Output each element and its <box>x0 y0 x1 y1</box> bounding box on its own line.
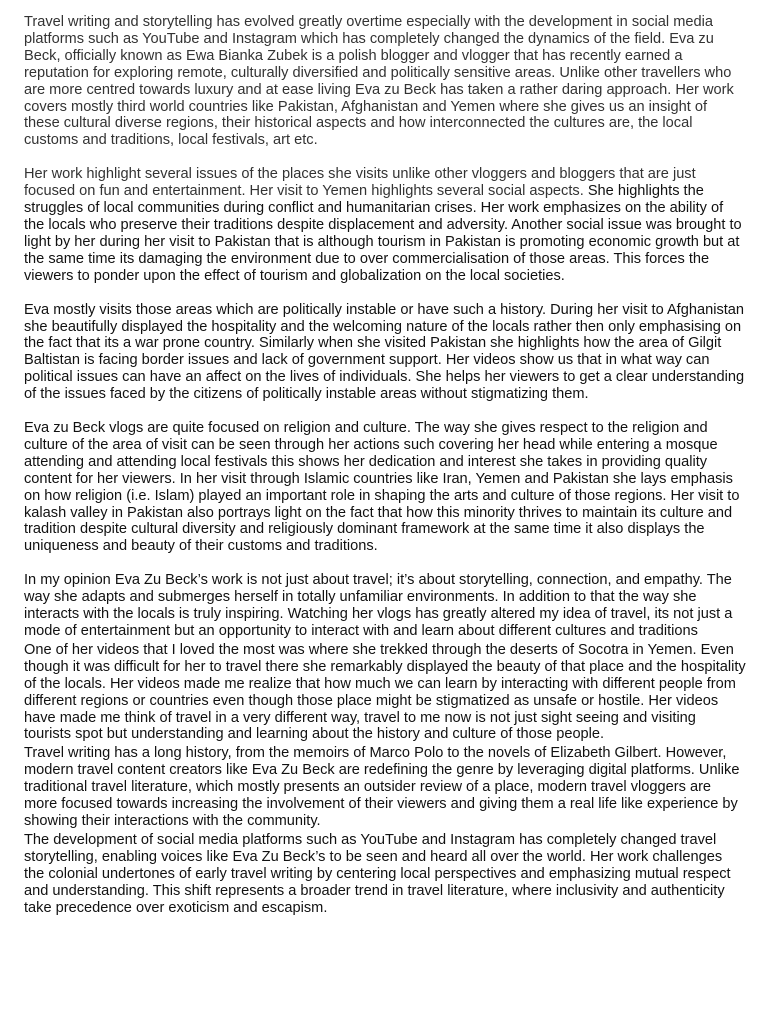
paragraph-text: One of her videos that I loved the most was where she trekked through the deserts of Socotra in Yemen. Even though it was difficult for her to travel there she remarkably displayed the beauty of that place and the hospitality of the locals. Her videos made me realize that how much we can learn by interacting with different people from different regions or countries even though those place might be stigmatized as unsafe or hostile. Her videos have made me think of travel in a very different way, travel to me now is not just sight seeing and visiting tourists spot but understanding and learning about the history and culture of those people. <box>24 641 746 743</box>
paragraph-introduction <box>24 14 746 149</box>
paragraph-conclusion <box>24 832 746 917</box>
paragraph-text: She highlights the struggles of local communities during conflict and humanitarian crises. Her work emphasizes on the ability of the locals who preserve their traditions despite displacement and adversity. Another social issue was brought to light by her during her visit to Pakistan that is although tourism in Pakistan is promoting economic growth but at the same time its damaging the environment due to over commercialisation of those areas. This forces the viewers to ponder upon the effect of tourism and globalization on the local societies. <box>24 183 742 284</box>
paragraph-political-areas <box>24 302 746 403</box>
paragraph-text: The development of social media platforms such as YouTube and Instagram has completely changed travel storytelling, enabling voices like Eva Zu Beck’s to be seen and heard all over the world. Her work challenges the colonial undertones of early travel writing by centering local perspectives and emphasizing mutual respect and understanding. This shift represents a broader trend in travel literature, where inclusivity and authenticity take precedence over exoticism and escapism. <box>24 831 731 916</box>
paragraph-text-lead: Her work highlight several issues of the places she visits unlike other vloggers and bloggers that are just focused on fun and entertainment. Her visit to Yemen highlights several social aspects. <box>24 166 696 200</box>
paragraph-religion-culture <box>24 420 746 555</box>
paragraph-opinion <box>24 572 746 640</box>
paragraph-text: Travel writing has a long history, from the memoirs of Marco Polo to the novels of Elizabeth Gilbert. However, modern travel content creators like Eva Zu Beck are redefining the genre by leveraging digital platforms. Unlike traditional travel literature, which mostly presents an outsider review of a place, modern travel vloggers are more focused towards increasing the involvement of their viewers and giving them a real life like experience by showing their interactions with the community. <box>24 745 740 829</box>
paragraph-social-issues <box>24 166 746 284</box>
paragraph-travel-writing-history <box>24 745 746 830</box>
document-page <box>24 14 746 916</box>
paragraph-text: Eva zu Beck vlogs are quite focused on religion and culture. The way she gives respect to the religion and culture of the area of visit can be seen through her actions such covering her head while entering a mosque attending and attending local festivals this shows her dedication and interest she takes in providing quality content for her viewers. In her visit through Islamic countries like Iran, Yemen and Pakistan she lays emphasis on how religion (i.e. Islam) played an important role in shaping the arts and culture of those regions. Her visit to kalash valley in Pakistan also portrays light on the fact that how this minority thrives to maintain its culture and tradition despite cultural diversity and religiously dominant framework at the same time it also displays the uniqueness and beauty of their customs and traditions. <box>24 420 740 555</box>
paragraph-text: Eva mostly visits those areas which are politically instable or have such a history. During her visit to Afghanistan she beautifully displayed the hospitality and the welcoming nature of the locals rather then only emphasising on the fact that its a war prone country. Similarly when she visited Pakistan she highlights how the area of Gilgit Baltistan is facing border issues and lack of government support. Her videos show us that in what way can political issues can have an affect on the lives of individuals. She helps her viewers to get a clear understanding of the issues faced by the citizens of politically instable areas without stigmatizing them. <box>24 301 745 403</box>
paragraph-favorite-video <box>24 642 746 743</box>
paragraph-text: In my opinion Eva Zu Beck’s work is not just about travel; it’s about storytelling, connection, and empathy. The way she adapts and submerges herself in totally unfamiliar environments. In addition to that the way she interacts with the locals is truly inspiring. Watching her vlogs has greatly altered my idea of travel, its not just a mode of entertainment but an opportunity to interact with and learn about different cultures and traditions <box>24 572 733 639</box>
paragraph-text: Travel writing and storytelling has evolved greatly overtime especially with the development in social media platforms such as YouTube and Instagram which has completely changed the dynamics of the field. Eva zu Beck, officially known as Ewa Bianka Zubek is a polish blogger and vlogger that has recently earned a reputation for exploring remote, culturally diversified and politically sensitive areas. Unlike other travellers who are more centred towards luxury and at ease living Eva zu Beck has taken a rather daring approach. Her work covers mostly third world countries like Pakistan, Afghanistan and Yemen where she gives us an insight of these cultural diverse regions, their historical aspects and how interconnected the cultures are, the local customs and traditions, local festivals, art etc. <box>24 14 734 149</box>
